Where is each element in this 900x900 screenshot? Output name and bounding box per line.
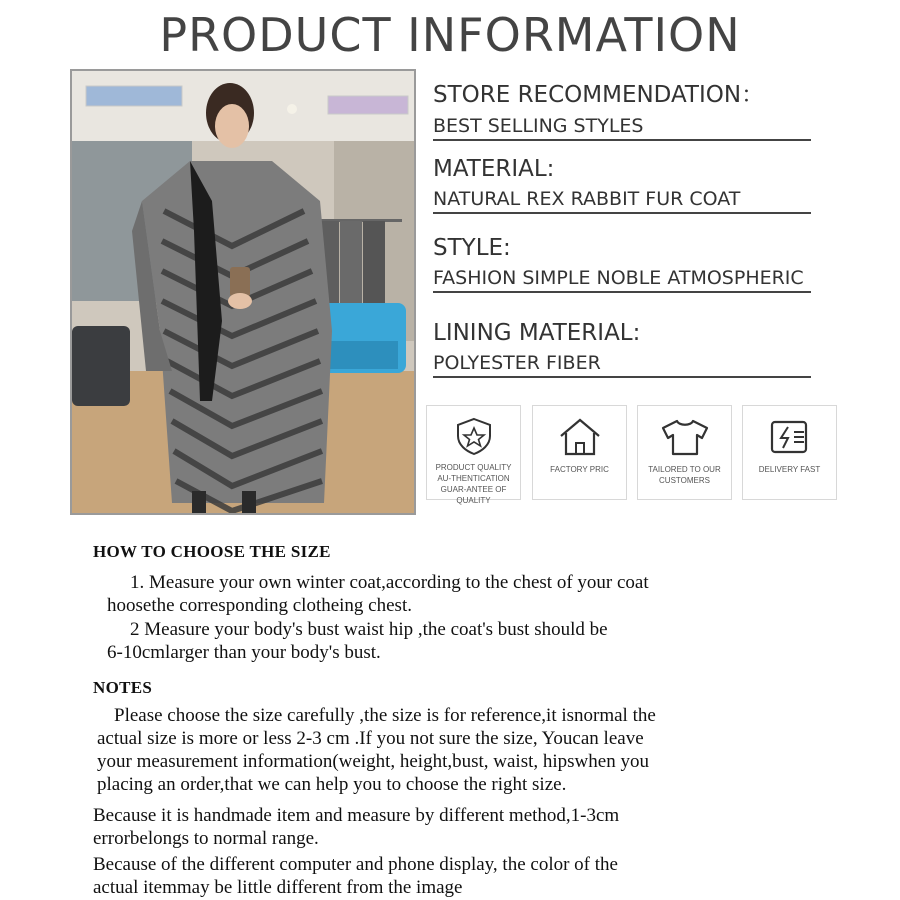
size-guide-heading: HOW TO CHOOSE THE SIZE [93, 542, 331, 561]
feature-label: DELIVERY FAST [758, 465, 821, 474]
divider [433, 291, 811, 293]
info-value: POLYESTER FIBER [433, 352, 601, 374]
page-title: PRODUCT INFORMATION [159, 8, 741, 62]
notes-line: Please choose the size carefully ,the size is for reference,it isnormal the [114, 705, 656, 726]
fur-coat-illustration [72, 71, 414, 513]
divider [433, 376, 811, 378]
house-icon [556, 416, 604, 458]
notes-heading: NOTES [93, 678, 153, 697]
info-value: NATURAL REX RABBIT FUR COAT [433, 188, 741, 210]
feature-label: FACTORY PRIC [550, 465, 609, 474]
notes-line: actual size is more or less 2-3 cm .If you not sure the size, Youcan leave [97, 728, 644, 749]
notes-line: errorbelongs to normal range. [93, 828, 319, 849]
info-material [433, 156, 833, 214]
feature-delivery [742, 405, 837, 500]
info-store-recommendation [433, 76, 833, 141]
tshirt-icon [659, 416, 711, 458]
info-label: LINING MATERIAL: [433, 320, 641, 346]
shield-star-icon [452, 416, 496, 456]
notes-line: actual itemmay be little different from the image [93, 877, 463, 898]
info-style [433, 235, 833, 293]
feature-tailored [637, 405, 732, 500]
delivery-icon [766, 416, 814, 458]
info-value: FASHION SIMPLE NOBLE ATMOSPHERIC [433, 267, 804, 289]
notes-line: placing an order,that we can help you to choose the right size. [97, 774, 567, 795]
info-value: BEST SELLING STYLES [433, 115, 644, 137]
size-guide-line: hoosethe corresponding clotheing chest. [107, 595, 412, 616]
divider [433, 139, 811, 141]
notes-line: your measurement information(weight, height,bust, waist, hipswhen you [97, 751, 649, 772]
notes-line: Because it is handmade item and measure by different method,1-3cm [93, 805, 620, 826]
size-guide-line: 2 Measure your body's bust waist hip ,the coat's bust should be [130, 619, 608, 640]
feature-quality [426, 405, 521, 505]
product-photo [70, 69, 416, 515]
notes-line: Because of the different computer and phone display, the color of the [93, 854, 618, 875]
info-label: MATERIAL: [433, 156, 555, 182]
info-label: STORE RECOMMENDATION： [433, 82, 765, 108]
size-guide-line: 6-10cmlarger than your body's bust. [107, 642, 381, 663]
divider [433, 212, 811, 214]
info-label: STYLE: [433, 235, 511, 261]
feature-label: TAILORED TO OUR CUSTOMERS [648, 465, 721, 485]
info-lining-material [433, 320, 833, 378]
feature-factory-price [532, 405, 627, 500]
size-guide-line: 1. Measure your own winter coat,according to the chest of your coat [130, 572, 649, 593]
feature-label: PRODUCT QUALITY AU-THENTICATION GUAR-ANTEE OF QUALITY [435, 463, 512, 505]
